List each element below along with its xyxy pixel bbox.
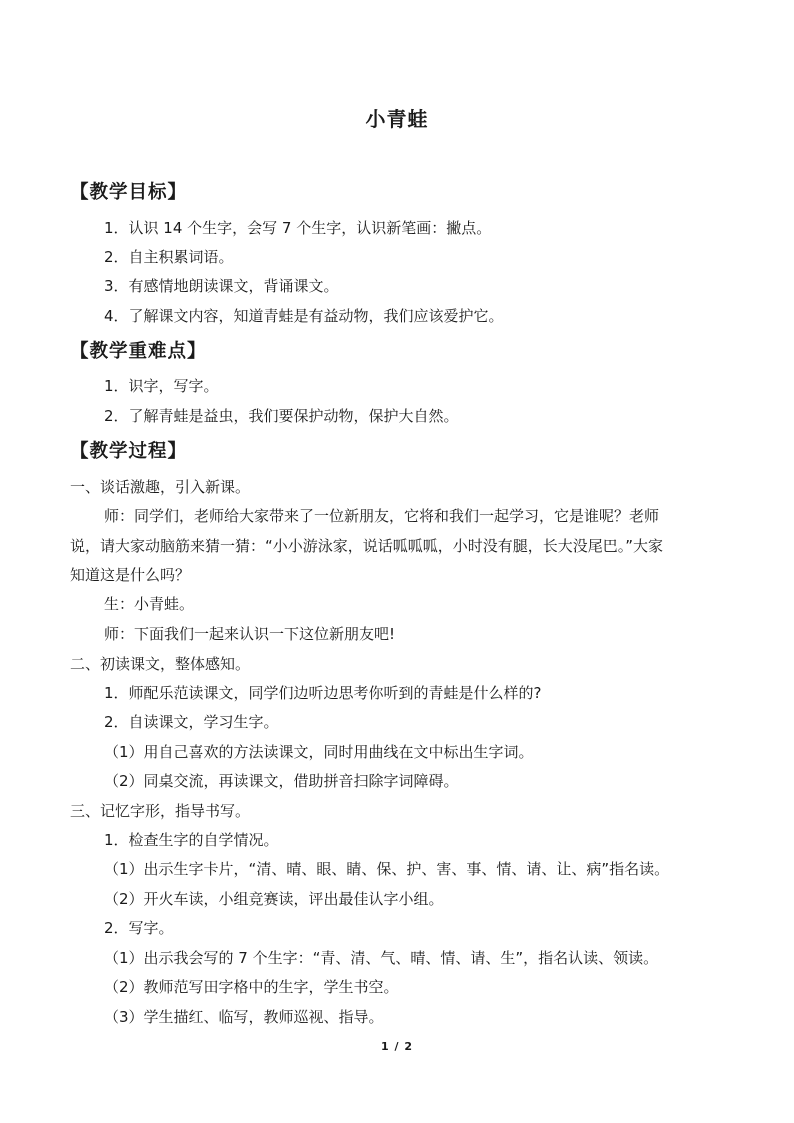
process-line: 生：小青蛙。 bbox=[104, 595, 195, 613]
process-line: 知道这是什么吗？ bbox=[70, 566, 191, 584]
process-line: 1．检查生字的自学情况。 bbox=[104, 831, 279, 849]
process-line: （2）开火车读，小组竞赛读，评出最佳认字小组。 bbox=[104, 890, 444, 908]
section-heading-objectives: 【教学目标】 bbox=[70, 182, 188, 203]
process-line: （3）学生描红、临写，教师巡视、指导。 bbox=[104, 1008, 384, 1026]
process-line: （1）出示生字卡片，“清、晴、眼、睛、保、护、害、事、情、请、让、病”指名读。 bbox=[104, 860, 670, 878]
process-line: （1）出示我会写的 7 个生字：“青、清、气、晴、情、请、生”，指名认读、领读。 bbox=[104, 949, 659, 967]
process-line: 2．自读课文，学习生字。 bbox=[104, 713, 279, 731]
process-line: 师：同学们，老师给大家带来了一位新朋友，它将和我们一起学习，它是谁呢？老师 bbox=[104, 507, 660, 525]
process-line: 1．师配乐范读课文，同学们边听边思考你听到的青蛙是什么样的? bbox=[104, 684, 542, 702]
key-point-item: 1．识字，写字。 bbox=[104, 377, 219, 395]
process-line: 说，请大家动脑筋来猜一猜：“小小游泳家，说话呱呱呱，小时没有腿，长大没尾巴。”大家 bbox=[70, 537, 664, 555]
section-heading-key-points: 【教学重难点】 bbox=[70, 341, 207, 362]
process-line: 师：下面我们一起来认识一下这位新朋友吧! bbox=[104, 625, 396, 643]
process-line: （2）同桌交流，再读课文，借助拼音扫除字词障碍。 bbox=[104, 772, 459, 790]
page-number: 1 / 2 bbox=[381, 1040, 413, 1053]
objective-item: 1．认识 14 个生字，会写 7 个生字，认识新笔画：撇点。 bbox=[104, 219, 492, 237]
objective-item: 4．了解课文内容，知道青蛙是有益动物，我们应该爱护它。 bbox=[104, 307, 504, 325]
section-heading-process: 【教学过程】 bbox=[70, 441, 188, 462]
process-step-heading: 二、初读课文，整体感知。 bbox=[70, 655, 251, 673]
page-title: 小青蛙 bbox=[365, 107, 429, 131]
objective-item: 3．有感情地朗读课文，背诵课文。 bbox=[104, 277, 339, 295]
process-line: （1）用自己喜欢的方法读课文，同时用曲线在文中标出生字词。 bbox=[104, 743, 534, 761]
key-point-item: 2．了解青蛙是益虫，我们要保护动物，保护大自然。 bbox=[104, 407, 459, 425]
process-step-heading: 三、记忆字形，指导书写。 bbox=[70, 802, 251, 820]
process-line: （2）教师范写田字格中的生字，学生书空。 bbox=[104, 978, 399, 996]
process-step-heading: 一、谈话激趣，引入新课。 bbox=[70, 478, 251, 496]
process-line: 2．写字。 bbox=[104, 919, 174, 937]
objective-item: 2．自主积累词语。 bbox=[104, 248, 234, 266]
